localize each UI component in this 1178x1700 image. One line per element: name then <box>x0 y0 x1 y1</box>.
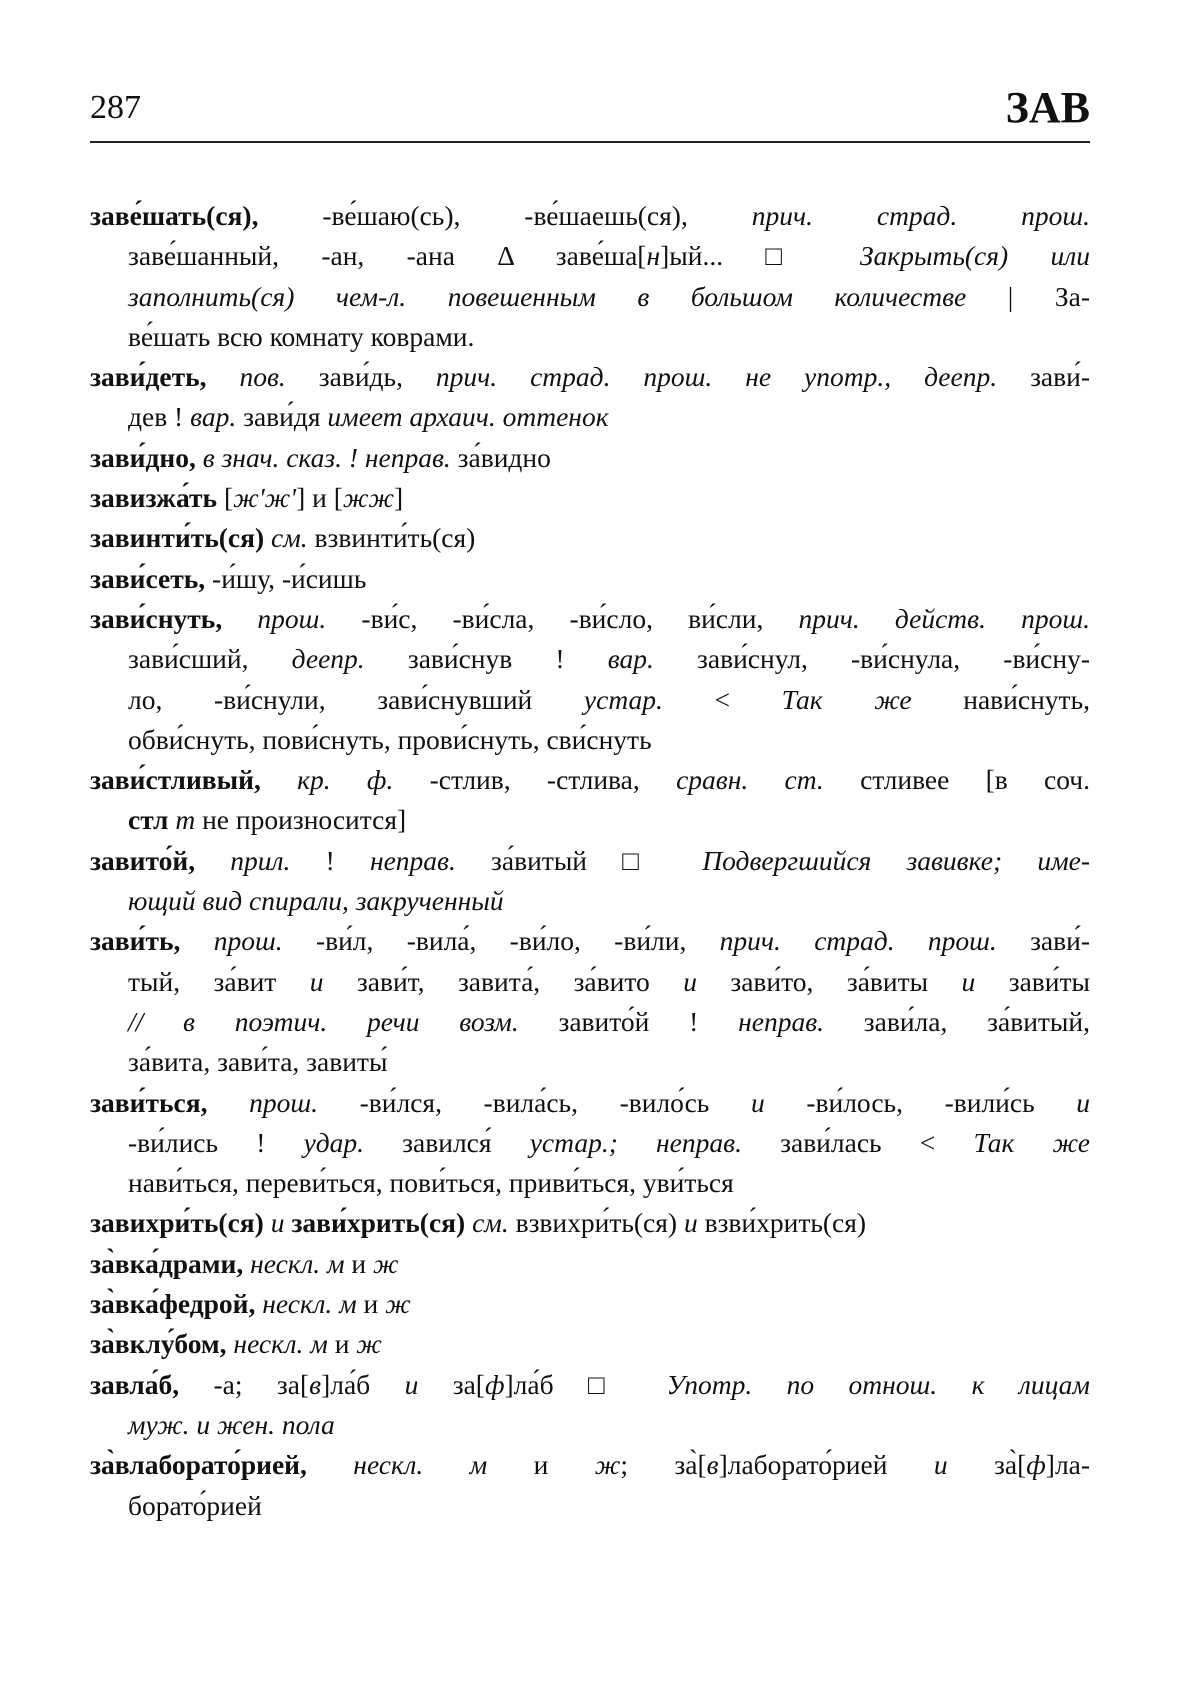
plain-text: за̀[ <box>947 1449 1027 1481</box>
italic-note: заполнить(ся) чем-л. повешенным в большом количестве <box>128 280 967 312</box>
entry-line <box>90 317 1090 357</box>
entry-line <box>90 639 1090 679</box>
headword-text: стл <box>128 804 176 836</box>
italic-note: // в поэтич. речи возм. <box>128 1005 519 1037</box>
dictionary-entry <box>90 1324 1090 1364</box>
plain-text: зави́сший, <box>128 643 292 675</box>
entry-line <box>90 599 1090 639</box>
italic-note: ф <box>484 1368 505 1400</box>
plain-text: ! <box>290 844 370 876</box>
italic-note: и <box>404 1368 419 1400</box>
italic-note: и <box>683 965 697 997</box>
italic-note: Подвергшийся завивке; име- <box>702 844 1090 876</box>
italic-note: и <box>750 1086 765 1118</box>
italic-note: имеет архаич. оттенок <box>327 401 609 433</box>
plain-text: зави́лась < <box>741 1126 974 1158</box>
italic-note: Так же <box>973 1126 1090 1158</box>
headword-text: зави́сеть, <box>90 562 206 594</box>
plain-text: завито́й ! <box>518 1005 739 1037</box>
entry-line <box>90 559 1090 599</box>
plain-text: -ве́шаю(сь), -ве́шаешь(ся), <box>258 200 752 231</box>
plain-text: и <box>356 1288 386 1320</box>
plain-text: зави́- <box>997 361 1090 393</box>
entry-line <box>90 1365 1090 1405</box>
dictionary-entry <box>90 357 1090 438</box>
plain-text: ] и [ <box>296 482 343 514</box>
italic-note: муж. и жен. пола <box>128 1408 335 1440</box>
entry-line <box>90 236 1090 276</box>
italic-note: пов. <box>206 361 286 393</box>
headword-text: зави́стливый, <box>90 764 261 796</box>
entry-line <box>90 962 1090 1002</box>
headword-text: завито́й, <box>90 844 196 876</box>
plain-text: обви́снуть, пови́снуть, прови́снуть, сви́снуть <box>128 723 652 755</box>
entry-line <box>90 357 1090 397</box>
plain-text: зави́ты <box>975 965 1090 997</box>
italic-note: ф <box>1026 1449 1046 1481</box>
entry-line <box>90 841 1090 881</box>
headword-text: зави́хрить(ся) <box>291 1207 466 1239</box>
headword-text: зави́деть, <box>90 361 207 393</box>
plain-text: стливее [в соч. <box>823 764 1090 796</box>
header-rule <box>90 141 1090 143</box>
italic-note: устар. <box>583 683 663 715</box>
plain-text: ; за̀[ <box>620 1449 707 1481</box>
running-head: ЗАВ <box>1005 83 1090 132</box>
headword-text: зави́ть, <box>90 925 181 957</box>
italic-note: нескл. м <box>306 1449 488 1481</box>
plain-text: и <box>327 1328 357 1360</box>
italic-note: устар.; неправ. <box>529 1126 742 1158</box>
plain-text: взвинти́ть(ся) <box>307 522 476 554</box>
plain-text: ]ла́б □ <box>504 1368 667 1400</box>
headword-text: за̀вклу́бом, <box>90 1328 227 1360</box>
plain-text: за́витый □ <box>455 844 703 876</box>
dictionary-entry <box>90 1203 1090 1243</box>
plain-text: взвихри́ть(ся) <box>508 1207 684 1239</box>
headword-text: завинти́ть(ся) <box>90 522 265 554</box>
page-number: 287 <box>90 89 141 126</box>
entry-line <box>90 1445 1090 1485</box>
entry-line <box>90 397 1090 437</box>
plain-text: зави́снул, -ви́снула, -ви́сну- <box>653 643 1090 675</box>
italic-note: вар. <box>190 401 237 433</box>
plain-text: дев ! <box>128 401 191 433</box>
italic-note: деепр. <box>291 643 365 675</box>
dictionary-entry <box>90 599 1090 760</box>
plain-text: нави́снуть, <box>911 683 1090 715</box>
plain-text: тый, за́вит <box>128 965 310 997</box>
dictionary-entry <box>90 518 1090 558</box>
italic-note: прош. <box>222 602 327 634</box>
plain-text: зави́дя <box>236 401 328 433</box>
dictionary-entry <box>90 559 1090 599</box>
headword-text: за̀влаборато́рией, <box>90 1449 307 1481</box>
italic-note: прич. страд. прош. <box>719 925 997 957</box>
plain-text: -ви́л, -вила́, -ви́ло, -ви́ли, <box>282 925 720 957</box>
italic-note: жж <box>342 482 395 514</box>
plain-text: | За- <box>966 280 1091 312</box>
italic-note: ж'ж' <box>233 482 297 514</box>
plain-text: ве́шать всю комнату коврами. <box>128 320 475 352</box>
italic-note: нескл. м <box>226 1328 328 1360</box>
entry-line <box>90 921 1090 961</box>
headword-text: завла́б, <box>90 1368 180 1400</box>
italic-note: и <box>263 1207 292 1239</box>
plain-text: за[ <box>418 1368 485 1400</box>
dictionary-entry <box>90 1083 1090 1204</box>
dictionary-entry <box>90 841 1090 922</box>
italic-note: и <box>933 1449 948 1481</box>
entry-line <box>90 680 1090 720</box>
italic-note: ж <box>594 1449 621 1481</box>
headword-text: зави́ться, <box>90 1086 208 1118</box>
entry-line <box>90 1486 1090 1526</box>
entry-line <box>90 881 1090 921</box>
entry-line <box>90 720 1090 760</box>
italic-note: в <box>309 1368 322 1400</box>
plain-text: взви́хрить(ся) <box>697 1207 867 1239</box>
italic-note: Употр. по отнош. к лицам <box>666 1368 1090 1400</box>
plain-text: -стлив, -стлива, <box>393 764 677 796</box>
italic-note: кр. ф. <box>260 764 394 796</box>
plain-text: [ <box>217 482 234 514</box>
plain-text: ]ла́б <box>321 1368 405 1400</box>
dictionary-entry <box>90 478 1090 518</box>
italic-note: и <box>961 965 976 997</box>
italic-note: н <box>646 240 661 272</box>
italic-note: удар. <box>303 1126 364 1158</box>
entry-line <box>90 1163 1090 1203</box>
dictionary-entry <box>90 1365 1090 1446</box>
plain-text: завился́ <box>364 1126 530 1158</box>
plain-text: ] <box>394 482 404 514</box>
italic-note: прич. действ. прош. <box>798 602 1090 634</box>
italic-note: неправ. <box>369 844 456 876</box>
dictionary-entry <box>90 921 1090 1082</box>
italic-note: ж <box>385 1288 411 1320</box>
entry-line <box>90 1203 1090 1243</box>
entry-line <box>90 800 1090 840</box>
italic-note: Так же <box>781 683 912 715</box>
plain-text: -и́шу, -и́сишь <box>205 562 367 594</box>
italic-note: и <box>1076 1086 1090 1118</box>
plain-text: зави́т, завита́, за́вито <box>323 965 684 997</box>
plain-text: и <box>487 1449 595 1481</box>
italic-note: прош. <box>207 1086 319 1118</box>
plain-text: зави́- <box>996 925 1090 957</box>
plain-text: -ви́с, -ви́сла, -ви́сло, ви́сли, <box>326 602 799 634</box>
entry-line <box>90 1002 1090 1042</box>
plain-text: нави́ться, переви́ться, пови́ться, приви́ться, уви́ться <box>128 1167 734 1199</box>
entry-line <box>90 518 1090 558</box>
italic-note: прош. <box>180 925 283 957</box>
plain-text: -а; за[ <box>179 1368 310 1400</box>
italic-note: нескл. м <box>243 1247 345 1279</box>
plain-text: зави́ла, за́витый, <box>824 1005 1090 1037</box>
plain-text: и <box>344 1247 373 1279</box>
plain-text: за́видно <box>450 441 551 473</box>
plain-text: зави́то, за́виты <box>696 965 962 997</box>
entry-line <box>90 1042 1090 1082</box>
plain-text: борато́рией <box>128 1489 262 1521</box>
headword-text: за̀вка́федрой, <box>90 1288 256 1320</box>
italic-note: вар. <box>607 643 654 675</box>
entry-line <box>90 1324 1090 1364</box>
entry-line <box>90 1123 1090 1163</box>
plain-text: -ви́лись ! <box>128 1126 304 1158</box>
italic-note: и <box>309 965 324 997</box>
entry-line <box>90 196 1090 236</box>
dictionary-entry <box>90 1445 1090 1526</box>
italic-note: т <box>175 804 196 836</box>
plain-text: ]ла- <box>1045 1449 1091 1481</box>
italic-note: ж <box>373 1247 399 1279</box>
italic-note: сравн. ст. <box>676 764 824 796</box>
plain-text: ]ый... □ <box>660 240 860 272</box>
italic-note: ж <box>356 1328 382 1360</box>
headword-text: зави́дно, <box>90 441 196 473</box>
italic-note: прил. <box>195 844 291 876</box>
italic-note: нескл. м <box>255 1288 357 1320</box>
italic-note: см. <box>264 522 308 554</box>
entry-line <box>90 1284 1090 1324</box>
headword-text: за̀вка́драми, <box>90 1247 244 1279</box>
dictionary-entry <box>90 760 1090 841</box>
headword-text: завихри́ть(ся) <box>90 1207 264 1239</box>
dictionary-entry <box>90 438 1090 478</box>
headword-text: завизжа́ть <box>90 482 218 514</box>
entry-line <box>90 1083 1090 1123</box>
italic-note: см. <box>465 1207 509 1239</box>
plain-text: зави́дь, <box>285 361 436 393</box>
plain-text: ]лаборато́рией <box>718 1449 934 1481</box>
plain-text: зави́снув ! <box>364 643 608 675</box>
plain-text: ло, -ви́снули, зави́снувший <box>128 683 584 715</box>
headword-text: зави́снуть, <box>90 602 223 634</box>
dictionary-entry <box>90 1244 1090 1284</box>
italic-note: и <box>683 1207 698 1239</box>
plain-text: за́вита, зави́та, завиты́ <box>128 1046 388 1078</box>
plain-text: не произносится] <box>195 804 407 836</box>
entry-line <box>90 277 1090 317</box>
plain-text: < <box>662 683 782 715</box>
italic-note: неправ. <box>738 1005 825 1037</box>
entry-line <box>90 1405 1090 1445</box>
dictionary-entries <box>90 196 1090 1526</box>
plain-text: -ви́лось, -вили́сь <box>764 1086 1077 1118</box>
italic-note: в <box>706 1449 719 1481</box>
italic-note: ющий вид спирали, закрученный <box>128 885 504 917</box>
dictionary-entry <box>90 196 1090 357</box>
italic-note: прич. страд. прош. не употр., деепр. <box>435 361 998 393</box>
entry-line <box>90 478 1090 518</box>
entry-line <box>90 760 1090 800</box>
plain-text: -ви́лся, -вила́сь, -вило́сь <box>318 1086 751 1118</box>
italic-note: прич. страд. прош. <box>751 200 1090 231</box>
entry-line <box>90 1244 1090 1284</box>
italic-note: в знач. сказ. ! неправ. <box>195 441 451 473</box>
dictionary-entry <box>90 1284 1090 1324</box>
entry-line <box>90 438 1090 478</box>
plain-text: заве́шанный, -ан, -ана Δ заве́ша[ <box>128 240 647 272</box>
headword-text: заве́шать(ся), <box>90 200 259 231</box>
italic-note: Закрыть(ся) или <box>859 240 1090 272</box>
